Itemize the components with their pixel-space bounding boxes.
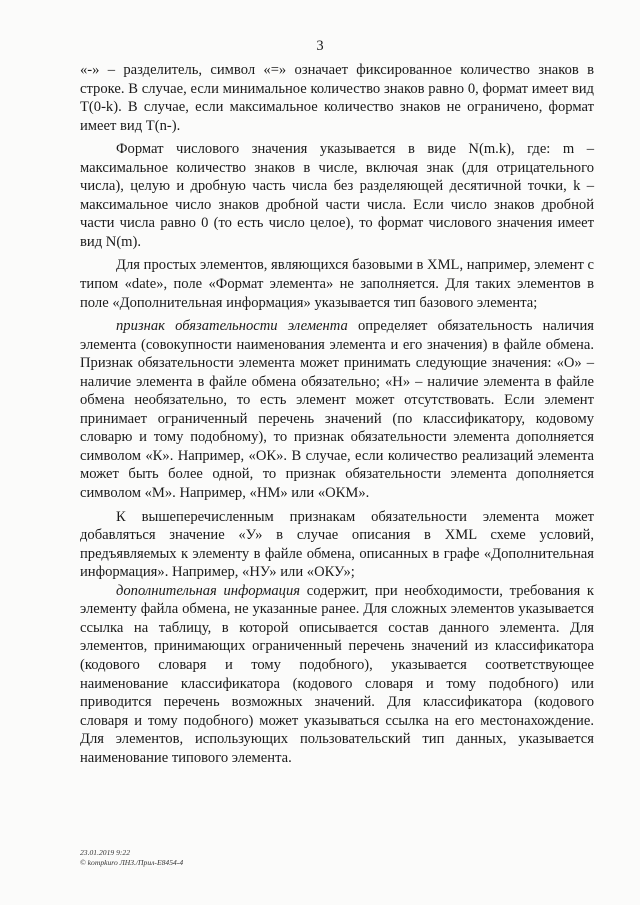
paragraph-conditional-value: К вышеперечисленным признакам обязательности элемента может добавляться значение «У» в случае описания в XML схеме условий, предъявляемых к элементу в файле обмена, описанных в графе «Дополнительная информация». Например, «НУ» или «ОКУ»; <box>80 508 594 581</box>
paragraph-separator-format: «-» – разделитель, символ «=» означает фиксированное количество знаков в строке. В случае, если минимальное количество знаков равно 0, формат имеет вид T(0-k). В случае, если максимальное количество знаков не ограничено, формат имеет вид T(n-). <box>80 62 594 134</box>
paragraph-additional-info <box>80 582 594 767</box>
paragraph-simple-elements: Для простых элементов, являющихся базовыми в XML, например, элемент с типом «date», поле «Формат элемента» не заполняется. Для таких элементов в поле «Дополнительная информация» указывается тип базового элемента; <box>80 257 594 311</box>
term-mandatory-attribute: признак обязательности элемента <box>116 318 348 335</box>
paragraph-numeric-format: Формат числового значения указывается в виде N(m.k), где: m – максимальное количество знаков в числе, включая знак (для отрицательного числа), целую и дробную часть числа без разделяющей десятичной точки, k – максимальное число знаков дробной части числа. Если число знаков дробной части числа равно 0 (то есть число целое), то формат числового значения имеет вид N(m). <box>80 141 594 250</box>
footer-timestamp: 23.01.2019 9:22 <box>80 848 130 857</box>
term-additional-info: дополнительная информация <box>116 582 301 599</box>
additional-info-text: содержит, при необходимости, требования к элементу файла обмена, не указанные ранее. Для сложных элементов указывается ссылка на таблицу, в которой описывается состав данного элемента. Для элементов, принимающих ограниченный перечень значений из классификатора (кодового словаря и тому подобного), указывается соответствующее наименование классификатора (кодового словаря и тому подобного) или приводится перечень возможных значений. Для классификатора (кодового словаря и тому подобного) может указываться ссылка на его местонахождение. Для элементов, использующих пользовательский тип данных, указывается наименование типового элемента. <box>80 582 594 766</box>
mandatory-attribute-text: определяет обязательность наличия элемента (совокупности наименования элемента и его значения) в файле обмена. Признак обязательности элемента может принимать следующие значения: «О» – наличие элемента в файле обмена обязательно; «Н» – наличие элемента в файле обмена необязательно, то есть элемент может отсутствовать. Если элемент принимает ограниченный перечень значений (по классификатору, кодовому словарю и тому подобному), то признак обязательности элемента дополняется символом «К». Например, «ОК». В случае, если количество реализаций элемента может быть более одной, то признак обязательности элемента дополняется символом «М». Например, «НМ» или «ОКМ». <box>80 318 594 502</box>
footer-stamp <box>80 848 183 867</box>
document-body <box>80 61 594 767</box>
paragraph-mandatory-attribute <box>80 317 594 502</box>
footer-file-ref: © kompkuro ЛНЗ./Прил-Е8454-4 <box>80 857 184 867</box>
page-number: 3 <box>316 38 324 54</box>
